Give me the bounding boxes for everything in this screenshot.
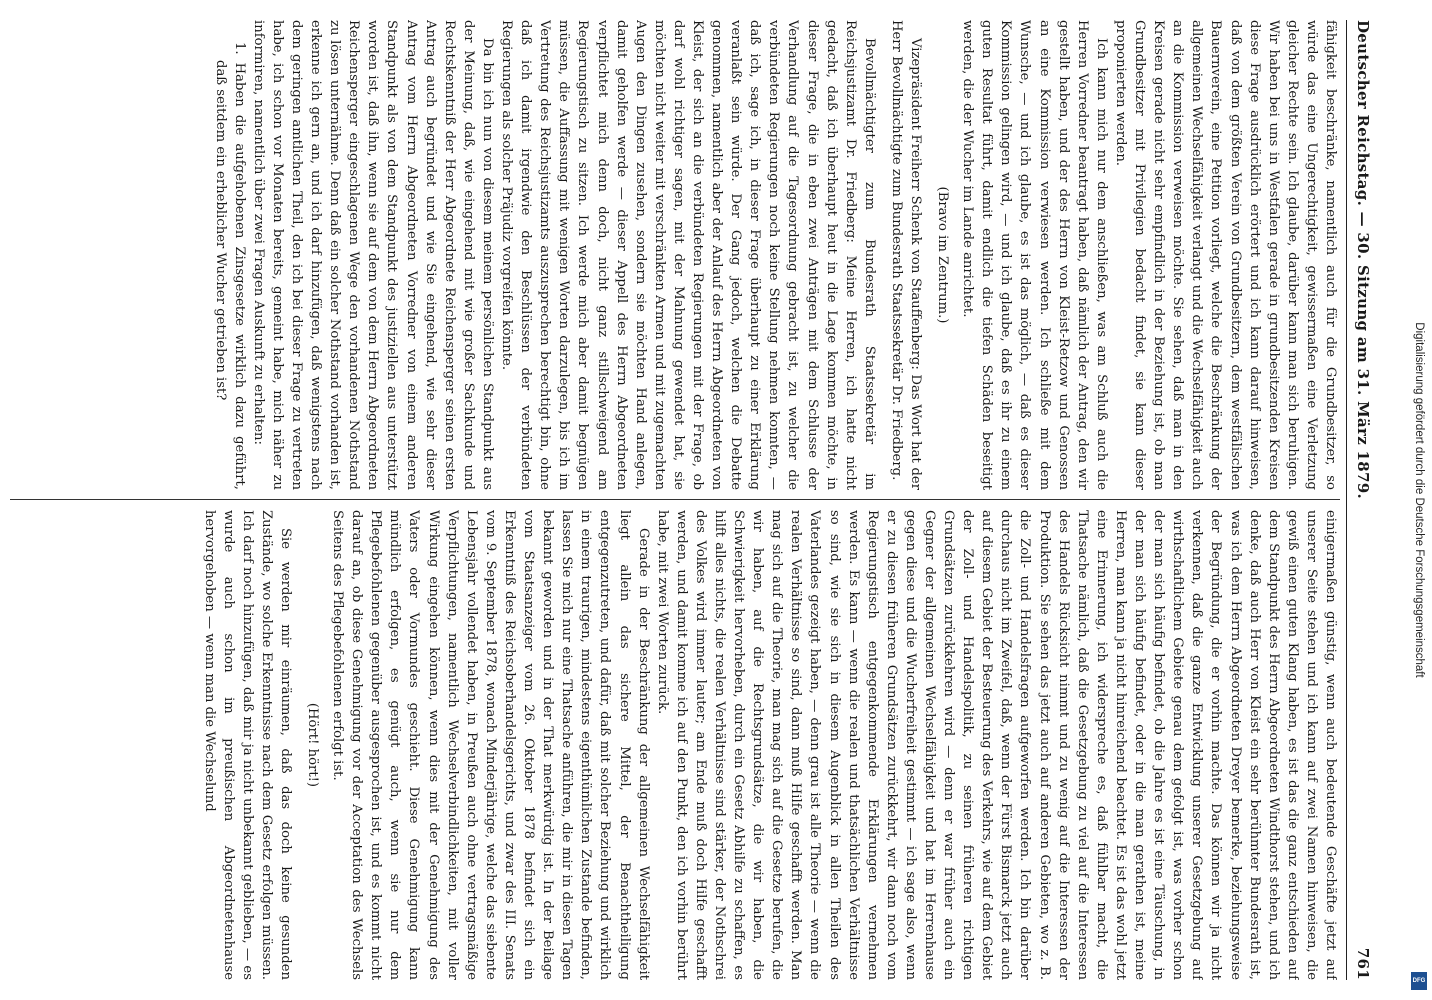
left-column-paragraph: Bevollmächtigter zum Bundesrath Staatssekretär im Reichsjustizamt Dr. Friedberg: Meine Herren, ich hatte nicht gedacht, daß ich überhaupt heut in die Lage kommen möchte, in dieser Frage, die in eben zwei Anträgen mit dem Schlusse der Verhandlung auf die Tagesordnung gebracht ist, zu welcher die verbündeten Regierungen noch keine Stellung nehmen konnten, — daß ich, sage ich, in dieser Frage überhaupt zu einer Erklärung veranlaßt sein würde. Der Gang jedoch, welchen die Debatte genommen, namentlich aber der Anlauf des Herrn Abgeordneten von Kleist, der sich an die verbündeten Regierungen mit der Frage, ob darf wohl richtiger sagen, mit der Mahnung gewendet hat, sie möchten nicht weiter mit verschränkten Armen und mit zugemachten Augen den Dingen zusehen, sondern sie möchten Hand anlegen, damit geholfen werde — dieser Appell des Herrn Abgeordneten verpflichtet mich denn doch, nicht ganz stillschweigend am Regierungstisch zu sitzen. Ich werde mich aber damit begnügen müssen, die Auffassung mit wenigen Worten darzulegen, bis ich im Vertretung des Reichsjustizamts auszusprechen berechtigt bin, ohne daß ich damit irgendwie den Beschlüssen der verbündeten Regierungen als solcher Präjudiz vorgreifen könnte. — [499, 20, 877, 490]
right-column-paragraph: Gerade in der Beschränkung der allgemeinen Wechselfähigkeit liegt allein das sichere Mittel, der Benachtheiligung entgegenzutreten, und dafür, daß mit solcher Beziehung und wirklich in einem traurigen, mindestens eigenthümlichen Zustande befinden, lassen Sie mich nur eine Thatsache anführen, die mir in diesen Tagen bekannt geworden und in der That merkwürdig ist. In der Beilage vom Staatsanzeiger vom 26. Oktober 1878 befindet sich ein Erkenntniß des Reichsoberhandelsgerichts, und zwar des III. Senats vom 9. September 1878, wonach Minderjährige, welche das siebente Lebensjahr vollendet haben, in Preußen auch ohne vertragsmäßige Verpflichtungen, namentlich Wechselverbindlichkeiten, mit voller Wirkung eingehen können, wenn dies mit der Genehmigung des Vaters oder Vormundes geschieht. Diese Genehmigung kann mündlich erfolgen, es genügt auch, wenn sie nur dem Pflegebefohlenen gegenüber ausgesprochen ist, und es kommt nicht darauf an, ob diese Genehmigung vor der Acceptation des Wechsels Seitens des Pflegebefohlenen erfolgt ist. — [330, 510, 651, 980]
left-column-paragraph: fähigkeit beschränke, namentlich auch für die Grundbesitzer, so würde das eine Ungerechtigkeit, gewissermaßen eine Verletzung gleicher Rechte sein. Ich glaube, darüber kann man sich beruhigen. Wir haben bei uns in Westfalen gerade in grundbesitzenden Kreisen diese Frage ausdrücklich erörtert und ich kann darauf hinweisen, daß von dem größten Verein von Grundbesitzern, dem westfälischen Bauernverein, eine Petition vorliegt, welche die Beschränkung der allgemeinen Wechselfähigkeit verlangt und die Wechselfähigkeit auch an die Kommission verweisen möchte. Sie sehen, daß man in den Kreisen gerade nicht sehr empfindlich in der Beziehung ist, ob man Grundbesitzer mit Privilegien bedacht findet, sie kann dieser proponierten werden. — [1112, 20, 1338, 490]
right-column-paragraph: (Hört! hört!) — [305, 702, 321, 788]
page-number: 761 — [1354, 947, 1372, 980]
right-column-paragraph: einigermaßen günstig, wenn auch bedeutende Geschäfte jetzt auf unserer Seite stehen und ich kann auf zwei Namen hinweisen, die gewiß einen guten Klang haben, es ist das die ganz entschieden auf dem Standpunkt des Herrn Abgeordneten Windthorst stehen, und ich denke, daß auch Herr von Kleist ein sehr berühmter Bundesrath ist, was ich dem Herrn Abgeordneten Dreyer bemerke, beziehungsweise der Begründung, die er vorhin machte. Das können wir ja nicht verkennen, daß die ganze Entwicklung unserer Gesetzgebung auf wirthschaftlichem Gebiete genau dem gefolgt ist, was vorher schon der man sich häufig befindet, ob die Jahre es ist eine Täuschung, in der man sich häufig befindet, oder in die man gerathen ist, meine Herren, man kann ja nicht hinreichend beachtet. Es ist das wohl jetzt eine Erinnerung, ich widerspreche es, daß fühlbar macht, die Thatsache nämlich, daß die Gesetzgebung zu viel auf die Interessen des Handels Rücksicht nimmt und zu wenig auf die Interessen der Produktion. Sie sehen das jetzt auch auf anderen Gebieten, wo z. B. die Zoll- und Handelsfragen aufgeworfen werden. Ich bin darüber durchaus nicht im Zweifel, daß, wenn der Fürst Bismarck jetzt auch auf diesem Gebiet der Besteuerung des Verkehrs, wie auf dem Gebiet der Zoll- und Handelspolitik, zu seinen früheren richtigen Grundsätzen zurückkehren wird — denn er war früher auch ein Gegner der allgemeinen Wechselfähigkeit und hat im Herrenhause gegen diese und die Wucherfreiheit gestimmt — ich sage also, wenn er zu diesen früheren Grundsätzen zurückkehrt, wir dann noch vom Regierungstisch entgegenkommende Erklärungen vernehmen werden. Es kann — wenn die realen und thatsächlichen Verhältnisse so sind, wie sie sich in diesem Augenblick in allen Theilen des Vaterlandes gezeigt haben, — denn grau ist alle Theorie — wenn die realen Verhältnisse so sind, dann muß Hilfe geschafft werden. Man mag sich auf die Theorie, man mag sich auf die Gesetze berufen, die wir haben, auf die Rechtsgrundsätze, die wir haben, die Schwierigkeit hervorheben, durch ein Gesetz Abhilfe zu schaffen, es hilft alles nichts, die realen Verhältnisse sind stärker, der Nothschrei des Volkes wird immer lauter; am Ende muß doch Hilfe geschafft werden, und damit komme ich auf den Punkt, den ich vorhin berührt habe, mit zwei Worten zurück. — [654, 510, 1338, 980]
right-column — [10, 510, 1340, 980]
page-title: Deutscher Reichstag. — 30. Sitzung am 31. März 1879. — [1354, 20, 1372, 500]
digitization-note: Digitalisierung gefördert durch die Deutsche Forschungsgemeinschaft — [1413, 322, 1425, 678]
left-column-paragraph: Da bin ich nun von diesem meinem persönlichen Standpunkt aus der Meinung, daß, wie eingehend mit wie großer Sachkunde und Rechtskenntniß der Herr Abgeordnete Reichensperger seinen ersten Antrag auch begründet und wie Sie eingehend, wie sehr dieser Antrag vom Herrn Abgeordneten Vorredner von einem anderen Standpunkt als von dem Standpunkt des justiziellen aus unterstützt worden ist, daß ihn, wenn sie auf dem von dem Herrn Abgeordneten Reichensperger eingeschlagenen Wege den vorhandenen Nothstand zu lösen unternähme. Denn daß ein solcher Nothstand vorhanden ist, erkenne ich gern an, und ich darf hinzufügen, daß wenigstens nach dem geringen amtlichen Theil, den ich bei dieser Frage zu vertreten habe, ich schon vor Monaten bereits, gemeint habe, mich näher zu informiren, namentlich über zwei Fragen Auskunft zu erhalten: — [250, 20, 495, 490]
header-rule — [1346, 20, 1347, 980]
digitization-credit — [1410, 0, 1428, 1000]
column-divider — [10, 499, 1340, 500]
right-column-paragraph: Sie werden mir einräumen, daß das doch keine gesunden Zustände, wo solche Erkenntnisse nach dem Gesetz erfolgen müssen. Ich darf noch hinzufügen, daß mir ja nicht unbekannt geblieben, — es wurde auch schon im preußischen Abgeordnetenhause hervorgehoben — wenn man die Wechselund — [201, 510, 293, 980]
left-column-paragraph: 1. Haben die aufgehobenen Zinsgesetze wirklich dazu geführt, daß seitdem ein erheblicher Wucher getrieben ist? — [212, 42, 247, 490]
left-column-paragraph: Ich kann mich nur dem anschließen, was am Schluß auch die Herren Vorredner beantragt haben, daß nämlich der Antrag, den wir gestellt haben, und der des Herrn von Kleist-Retzow und Genossen an eine Kommission verwiesen werden. Ich schließe mit dem Wunsche, — und ich glaube, es ist das möglich, — daß es dieser Kommission gelingen wird, — und ich glaube, daß es ihr zu einem guten Resultat führt, damit endlich die tiefen Schäden beseitigt werden, die der Wucher im Lande anrichtet. — [960, 20, 1109, 490]
left-column-paragraph: (Bravo im Zentrum.) — [935, 186, 951, 324]
page-header — [1348, 20, 1372, 980]
left-column-paragraph: Vizepräsident Freiherr Schenk von Stauffenberg: Das Wort hat der Herr Bevollmächtigte zum Bundesrath Staatssekretär Dr. Friedberg. — [888, 20, 924, 490]
left-column — [10, 20, 1340, 490]
dfg-logo: DFG — [1411, 972, 1427, 990]
